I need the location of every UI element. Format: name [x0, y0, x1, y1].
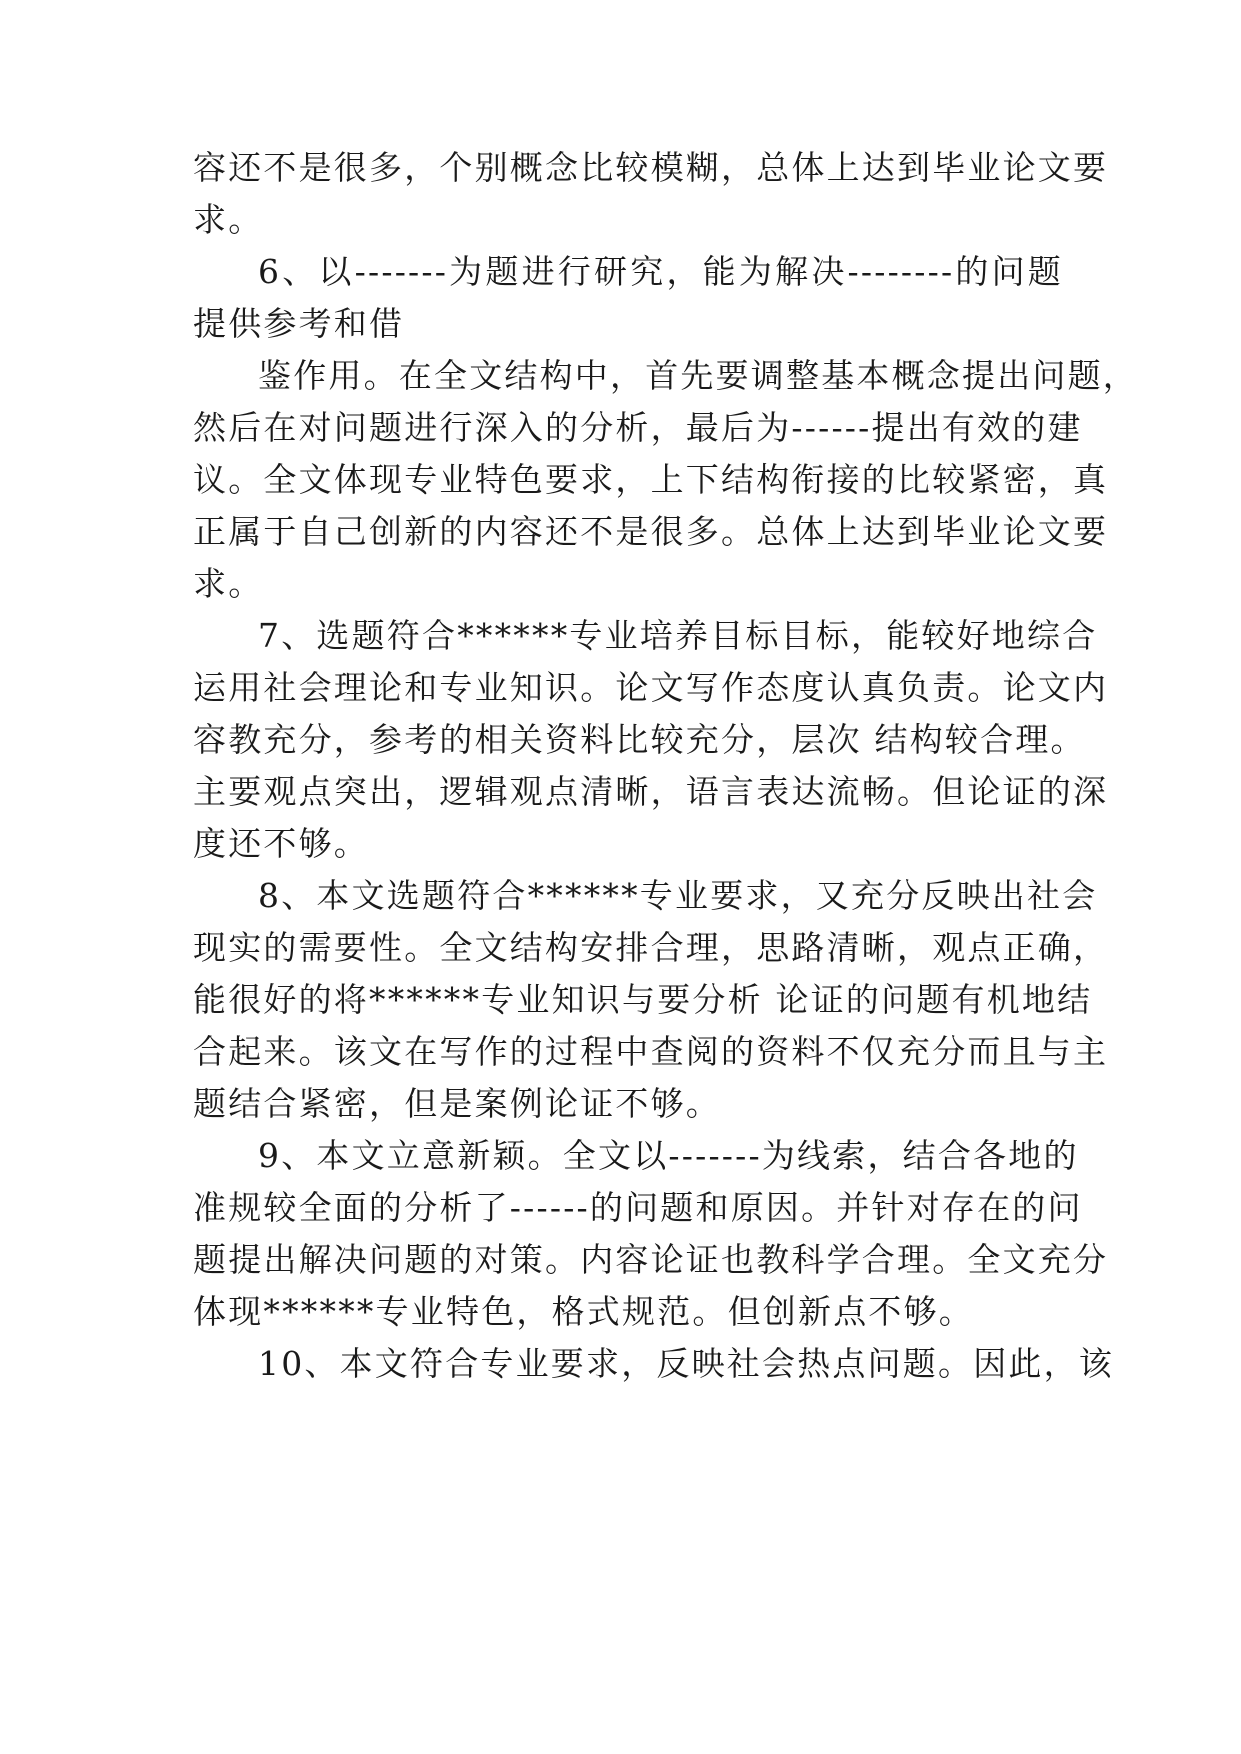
paragraph-6-start: 6、以-------为题进行研究，能为解决--------的问题: [258, 252, 1063, 291]
text-line: 议。全文体现专业特色要求，上下结构衔接的比较紧密，真: [193, 460, 1109, 499]
text-line: 能很好的将******专业知识与要分析 论证的问题有机地结: [193, 980, 1093, 1019]
text-line: 鉴作用。在全文结构中，首先要调整基本概念提出问题，: [258, 356, 1138, 395]
text-line: 正属于自己创新的内容还不是很多。总体上达到毕业论文要: [193, 512, 1109, 551]
paragraph-8-start: 8、本文选题符合******专业要求，又充分反映出社会: [258, 876, 1098, 915]
text-line: 运用社会理论和专业知识。论文写作态度认真负责。论文内: [193, 668, 1109, 707]
text-line: 度还不够。: [193, 824, 369, 863]
text-line: 求。: [193, 564, 264, 603]
text-line: 提供参考和借: [193, 304, 405, 343]
text-line: 合起来。该文在写作的过程中查阅的资料不仅充分而且与主: [193, 1032, 1109, 1071]
text-line: 容还不是很多，个别概念比较模糊，总体上达到毕业论文要: [193, 148, 1109, 187]
text-line: 主要观点突出，逻辑观点清晰，语言表达流畅。但论证的深: [193, 772, 1109, 811]
text-line: 现实的需要性。全文结构安排合理，思路清晰，观点正确，: [193, 928, 1109, 967]
text-line: 体现******专业特色，格式规范。但创新点不够。: [193, 1292, 974, 1331]
text-line: 准规较全面的分析了------的问题和原因。并针对存在的问: [193, 1188, 1083, 1227]
text-line: 然后在对问题进行深入的分析，最后为------提出有效的建: [193, 408, 1083, 447]
paragraph-9-start: 9、本文立意新颖。全文以-------为线索，结合各地的: [258, 1136, 1079, 1175]
paragraph-10-start: 10、本文符合专业要求，反映社会热点问题。因此，该: [258, 1344, 1114, 1383]
text-line: 题提出解决问题的对策。内容论证也教科学合理。全文充分: [193, 1240, 1109, 1279]
text-line: 题结合紧密，但是案例论证不够。: [193, 1084, 721, 1123]
paragraph-7-start: 7、选题符合******专业培养目标目标，能较好地综合: [258, 616, 1098, 655]
text-line: 求。: [193, 200, 264, 239]
text-line: 容教充分，参考的相关资料比较充分，层次 结构较合理。: [193, 720, 1086, 759]
